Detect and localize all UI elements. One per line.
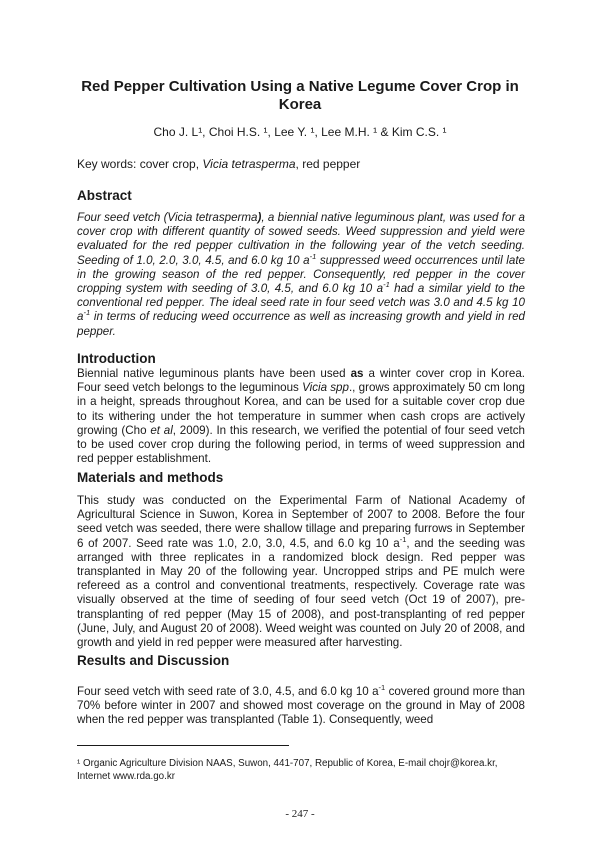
affiliation-footnote: ¹ Organic Agriculture Division NAAS, Suwon, 441-707, Republic of Korea, E-mail chojr@korea.kr, Internet www.rda.go.kr: [77, 758, 498, 782]
abstract-text: Four seed vetch (Vicia tetrasperma), a biennial native leguminous plant, was used for a cover crop with different quantity of sowed seeds. Weed suppression and yield were evaluated for the red pepper cultivation in the following year of the vetch seeding. Seeding of 1.0, 2.0, 3.0, 4.5, and 6.0 kg 10 $a^{-1}$ suppressed weed occurrences until late in the growing season of the red pepper. Consequently, red pepper in the cover cropping system with seeding of 3.0, 4.5, and 6.0 kg 10 $a^{-1}$ had a similar yield to the conventional red pepper. The ideal seed rate in four seed vetch was 3.0 and 4.5 kg 10 $a^{-1}$ in terms of reducing weed occurrence as well as increasing growth and yield in red pepper.: [77, 211, 525, 338]
keywords-rest: , red pepper: [295, 157, 361, 171]
paper-title: Red Pepper Cultivation Using a Native Legume Cover Crop in Korea: [81, 78, 519, 113]
abstract-heading: Abstract: [77, 188, 132, 203]
results-heading: Results and Discussion: [77, 653, 230, 668]
introduction-text: Biennial native leguminous plants have been used as a winter cover crop in Korea. Four seed vetch belongs to the leguminous Vicia spp., grows approximately 50 cm long in a height, spreads throughout Korea, and can be used for a suitable cover crop due to its withering under the hot temperature in summer when cash crops are actively growing (Cho et al, 2009). In this research, we verified the potential of four seed vetch to be used cover crop during the following period, in terms of weed suppression and red pepper establishment.: [77, 367, 525, 466]
keywords-species: Vicia tetrasperma: [202, 157, 296, 171]
introduction-heading: Introduction: [77, 351, 156, 366]
author-list: Cho J. L¹, Choi H.S. ¹, Lee Y. ¹, Lee M.H. ¹ & Kim C.S. ¹: [153, 125, 447, 139]
page-number: - 247 -: [285, 808, 315, 820]
results-text: Four seed vetch with seed rate of 3.0, 4.5, and 6.0 kg 10 $a^{-1}$ covered ground more than 70% before winter in 2007 and showed most coverage on the ground in May of 2008 when the red pepper was transplanted (Table 1). Consequently, weed: [77, 683, 525, 727]
methods-heading: Materials and methods: [77, 470, 224, 485]
keywords-label: Key words: cover crop,: [77, 157, 203, 171]
keywords-line: [77, 157, 360, 171]
methods-text: This study was conducted on the Experimental Farm of National Academy of Agricultural Science in Suwon, Korea in September of 2007 to 2008. Before the four seed vetch was seeded, there were shallow tillage and preparing furrows in September 6 of 2007. Seed rate was 1.0, 2.0, 3.0, 4.5, and 6.0 kg 10 $a^{-1}$, and the seeding was arranged with three replicates in a randomized block design. Red pepper was transplanted in May 20 of the following year. Uncropped strips and PE mulch were refereed as a control and conventional treatments, respectively. Coverage rate was visually observed at the time of seeding of four seed vetch (Oct 19 of 2007), pre-transplanting of red pepper (May 15 of 2008), and post-transplanting of red pepper (June, July, and August 20 of 2008). Weed weight was counted on July 20 of 2008, and growth and yield in red pepper were measured after harvesting.: [77, 494, 525, 650]
footnote-divider: [77, 745, 289, 746]
